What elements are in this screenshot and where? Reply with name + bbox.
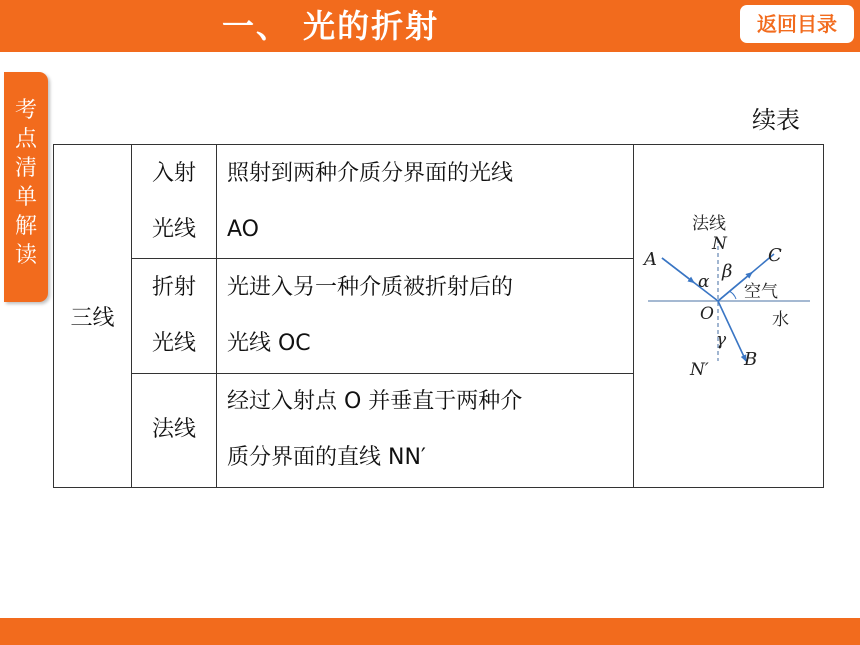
continued-table-label: 续表	[752, 106, 800, 134]
label-alpha: α	[698, 272, 710, 292]
label-c: C	[768, 245, 782, 266]
incident-ray-arrow	[662, 258, 694, 283]
term-cell	[132, 145, 217, 259]
definition-line: 光线 OC	[227, 330, 311, 356]
term-cell	[132, 259, 217, 373]
term-line: 法线	[151, 417, 196, 443]
label-b: B	[744, 349, 758, 370]
side-tab-label: 考点清单解读	[14, 98, 37, 268]
group-cell: 三线	[54, 145, 132, 488]
top-bar	[0, 0, 860, 52]
refraction-diagram	[634, 145, 823, 481]
definition-line: 质分界面的直线 NN′	[227, 445, 426, 471]
bottom-bar	[0, 618, 860, 645]
air-label: 空气	[744, 282, 778, 302]
definition-line: 光进入另一种介质被折射后的	[227, 274, 514, 300]
label-a: A	[644, 249, 657, 270]
three-lines-table	[53, 144, 824, 488]
term-line: 折射	[151, 274, 196, 300]
page-title: 一、 光的折射	[222, 7, 440, 45]
water-label: 水	[772, 310, 789, 330]
back-to-contents-button[interactable]: 返回目录	[740, 5, 854, 43]
beta-arc	[729, 291, 736, 299]
term-line: 光线	[151, 330, 196, 356]
definition-cell	[217, 259, 634, 373]
definition-line: 经过入射点 O 并垂直于两种介	[227, 389, 523, 415]
side-tab-key-points[interactable]	[4, 72, 48, 302]
normal-label: 法线	[692, 214, 726, 234]
definition-line: 照射到两种介质分界面的光线	[227, 160, 514, 186]
label-gamma: γ	[716, 330, 727, 350]
definition-cell	[217, 145, 634, 259]
label-o: O	[700, 304, 714, 324]
term-line: 入射	[151, 160, 196, 186]
label-n-prime: N′	[690, 360, 709, 380]
label-n: N	[712, 234, 727, 254]
term-cell	[132, 373, 217, 487]
table-row	[54, 145, 824, 259]
definition-line: AO	[227, 216, 259, 242]
definition-cell	[217, 373, 634, 487]
term-line: 光线	[151, 216, 196, 242]
label-beta: β	[722, 261, 733, 282]
figure-cell	[634, 145, 824, 488]
